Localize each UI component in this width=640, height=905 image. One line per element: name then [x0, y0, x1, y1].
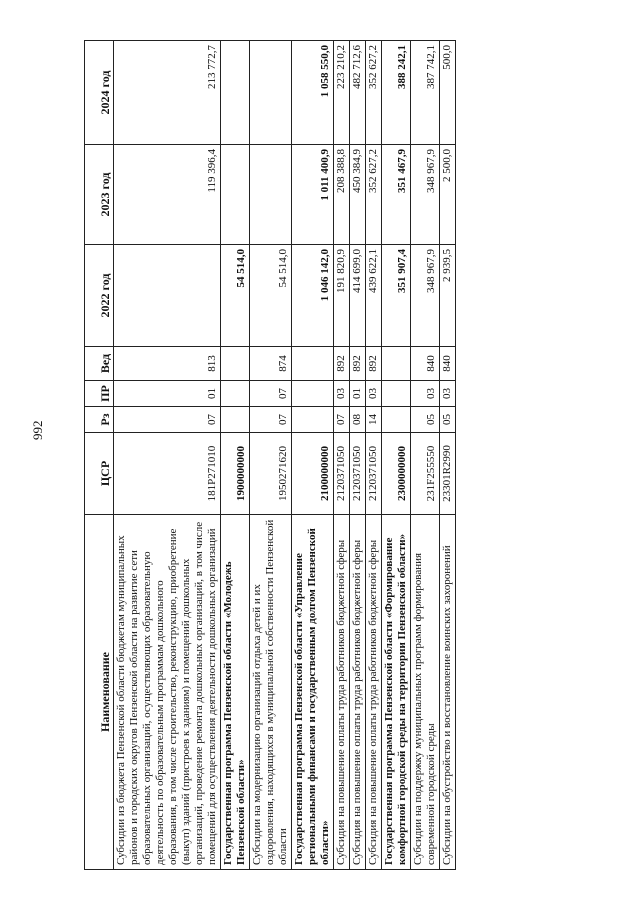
cell-name: Государственная программа Пензенской области «Управление региональными финансами и государственным долгом Пензенской области»	[292, 515, 334, 870]
cell-ved	[292, 347, 334, 381]
header-name: Наименование	[85, 515, 114, 870]
cell-pr: 01	[350, 381, 366, 407]
cell-name: Субсидия на повышение оплаты труда работников бюджетной сферы	[334, 515, 350, 870]
cell-2023: 348 967,9	[411, 145, 440, 245]
cell-2022: 191 820,9	[334, 245, 350, 347]
cell-ved: 892	[366, 347, 382, 381]
cell-csr: 2120371050	[366, 433, 382, 515]
header-csr: ЦСР	[85, 433, 114, 515]
cell-2024	[250, 41, 292, 145]
cell-csr: 2120371050	[334, 433, 350, 515]
cell-2024: 482 712,6	[350, 41, 366, 145]
cell-2023: 351 467,9	[382, 145, 411, 245]
cell-csr: 1900000000	[221, 433, 250, 515]
cell-2024: 352 627,2	[366, 41, 382, 145]
cell-2022: 439 622,1	[366, 245, 382, 347]
cell-rz	[382, 407, 411, 433]
cell-csr: 231F255550	[411, 433, 440, 515]
cell-rz: 05	[411, 407, 440, 433]
table-row	[440, 41, 456, 870]
cell-2024: 213 772,7	[114, 41, 221, 145]
cell-2022: 1 046 142,0	[292, 245, 334, 347]
table-body	[114, 41, 456, 870]
cell-csr: 1950271620	[250, 433, 292, 515]
header-2024: 2024 год	[85, 41, 114, 145]
cell-rz: 07	[334, 407, 350, 433]
cell-2024: 500,0	[440, 41, 456, 145]
header-rz: Рз	[85, 407, 114, 433]
cell-csr: 2100000000	[292, 433, 334, 515]
cell-ved: 874	[250, 347, 292, 381]
cell-rz: 14	[366, 407, 382, 433]
table-row	[114, 41, 221, 870]
cell-name: Субсидия на повышение оплаты труда работников бюджетной сферы	[366, 515, 382, 870]
table-row	[292, 41, 334, 870]
cell-2023	[250, 145, 292, 245]
cell-2023: 1 011 400,9	[292, 145, 334, 245]
cell-rz: 08	[350, 407, 366, 433]
cell-2022: 54 514,0	[250, 245, 292, 347]
cell-2022: 351 907,4	[382, 245, 411, 347]
cell-csr: 181P271010	[114, 433, 221, 515]
cell-pr: 03	[334, 381, 350, 407]
cell-2022: 348 967,9	[411, 245, 440, 347]
cell-ved: 813	[114, 347, 221, 381]
cell-pr: 03	[411, 381, 440, 407]
cell-rz: 07	[114, 407, 221, 433]
cell-pr	[221, 381, 250, 407]
cell-2023: 2 500,0	[440, 145, 456, 245]
cell-name: Субсидии из бюджета Пензенской области бюджетам муниципальных районов и городских округов Пензенской области на развитие сети образовательных организаций, осуществляющих образовательную деятельность по образовательным программам дошкольного образования, в том числе строительство, реконструкцию, приобретение (выкуп) зданий (пристроев к зданиям) и помещений дошкольных организаций, проведение ремонта дошкольных организаций, в том числе помещений для осуществления деятельности дошкольных организаций	[114, 515, 221, 870]
page-number: 992	[30, 420, 45, 440]
cell-2024: 223 210,2	[334, 41, 350, 145]
cell-2023	[221, 145, 250, 245]
table-header-row	[85, 41, 114, 870]
cell-2024: 388 242,1	[382, 41, 411, 145]
header-2022: 2022 год	[85, 245, 114, 347]
table-row	[221, 41, 250, 870]
cell-2023: 119 396,4	[114, 145, 221, 245]
cell-2024: 387 742,1	[411, 41, 440, 145]
header-ved: Вед	[85, 347, 114, 381]
cell-name: Субсидии на поддержку муниципальных программ формирования современной городской среды	[411, 515, 440, 870]
cell-ved: 840	[411, 347, 440, 381]
cell-pr	[382, 381, 411, 407]
cell-pr: 07	[250, 381, 292, 407]
cell-name: Субсидии на модернизацию организаций отдыха детей и их оздоровления, находящихся в муниципальной собственности Пензенской области	[250, 515, 292, 870]
cell-rz	[292, 407, 334, 433]
cell-2024	[221, 41, 250, 145]
table-row	[366, 41, 382, 870]
cell-ved: 892	[334, 347, 350, 381]
cell-ved: 840	[440, 347, 456, 381]
cell-csr: 2120371050	[350, 433, 366, 515]
cell-2022	[114, 245, 221, 347]
header-pr: ПР	[85, 381, 114, 407]
cell-name: Государственная программа Пензенской области «Молодежь Пензенской области»	[221, 515, 250, 870]
budget-table-container	[84, 41, 576, 870]
cell-ved	[221, 347, 250, 381]
cell-ved	[382, 347, 411, 381]
budget-table	[84, 40, 456, 870]
cell-2024: 1 058 550,0	[292, 41, 334, 145]
cell-name: Субсидия на повышение оплаты труда работников бюджетной сферы	[350, 515, 366, 870]
table-row	[250, 41, 292, 870]
cell-2022: 54 514,0	[221, 245, 250, 347]
cell-csr: 2300000000	[382, 433, 411, 515]
cell-pr: 01	[114, 381, 221, 407]
cell-rz: 05	[440, 407, 456, 433]
cell-2022: 414 699,0	[350, 245, 366, 347]
cell-name: Субсидии на обустройство и восстановление воинских захоронений	[440, 515, 456, 870]
cell-pr	[292, 381, 334, 407]
cell-csr: 23301R2990	[440, 433, 456, 515]
table-row	[411, 41, 440, 870]
table-row	[382, 41, 411, 870]
header-2023: 2023 год	[85, 145, 114, 245]
table-row	[334, 41, 350, 870]
cell-2022: 2 939,5	[440, 245, 456, 347]
cell-2023: 208 388,8	[334, 145, 350, 245]
cell-2023: 352 627,2	[366, 145, 382, 245]
cell-2023: 450 384,9	[350, 145, 366, 245]
table-row	[350, 41, 366, 870]
cell-rz: 07	[250, 407, 292, 433]
cell-pr: 03	[440, 381, 456, 407]
cell-ved: 892	[350, 347, 366, 381]
cell-rz	[221, 407, 250, 433]
cell-name: Государственная программа Пензенской области «Формирование комфортной городской среды на территории Пензенской области»	[382, 515, 411, 870]
cell-pr: 03	[366, 381, 382, 407]
